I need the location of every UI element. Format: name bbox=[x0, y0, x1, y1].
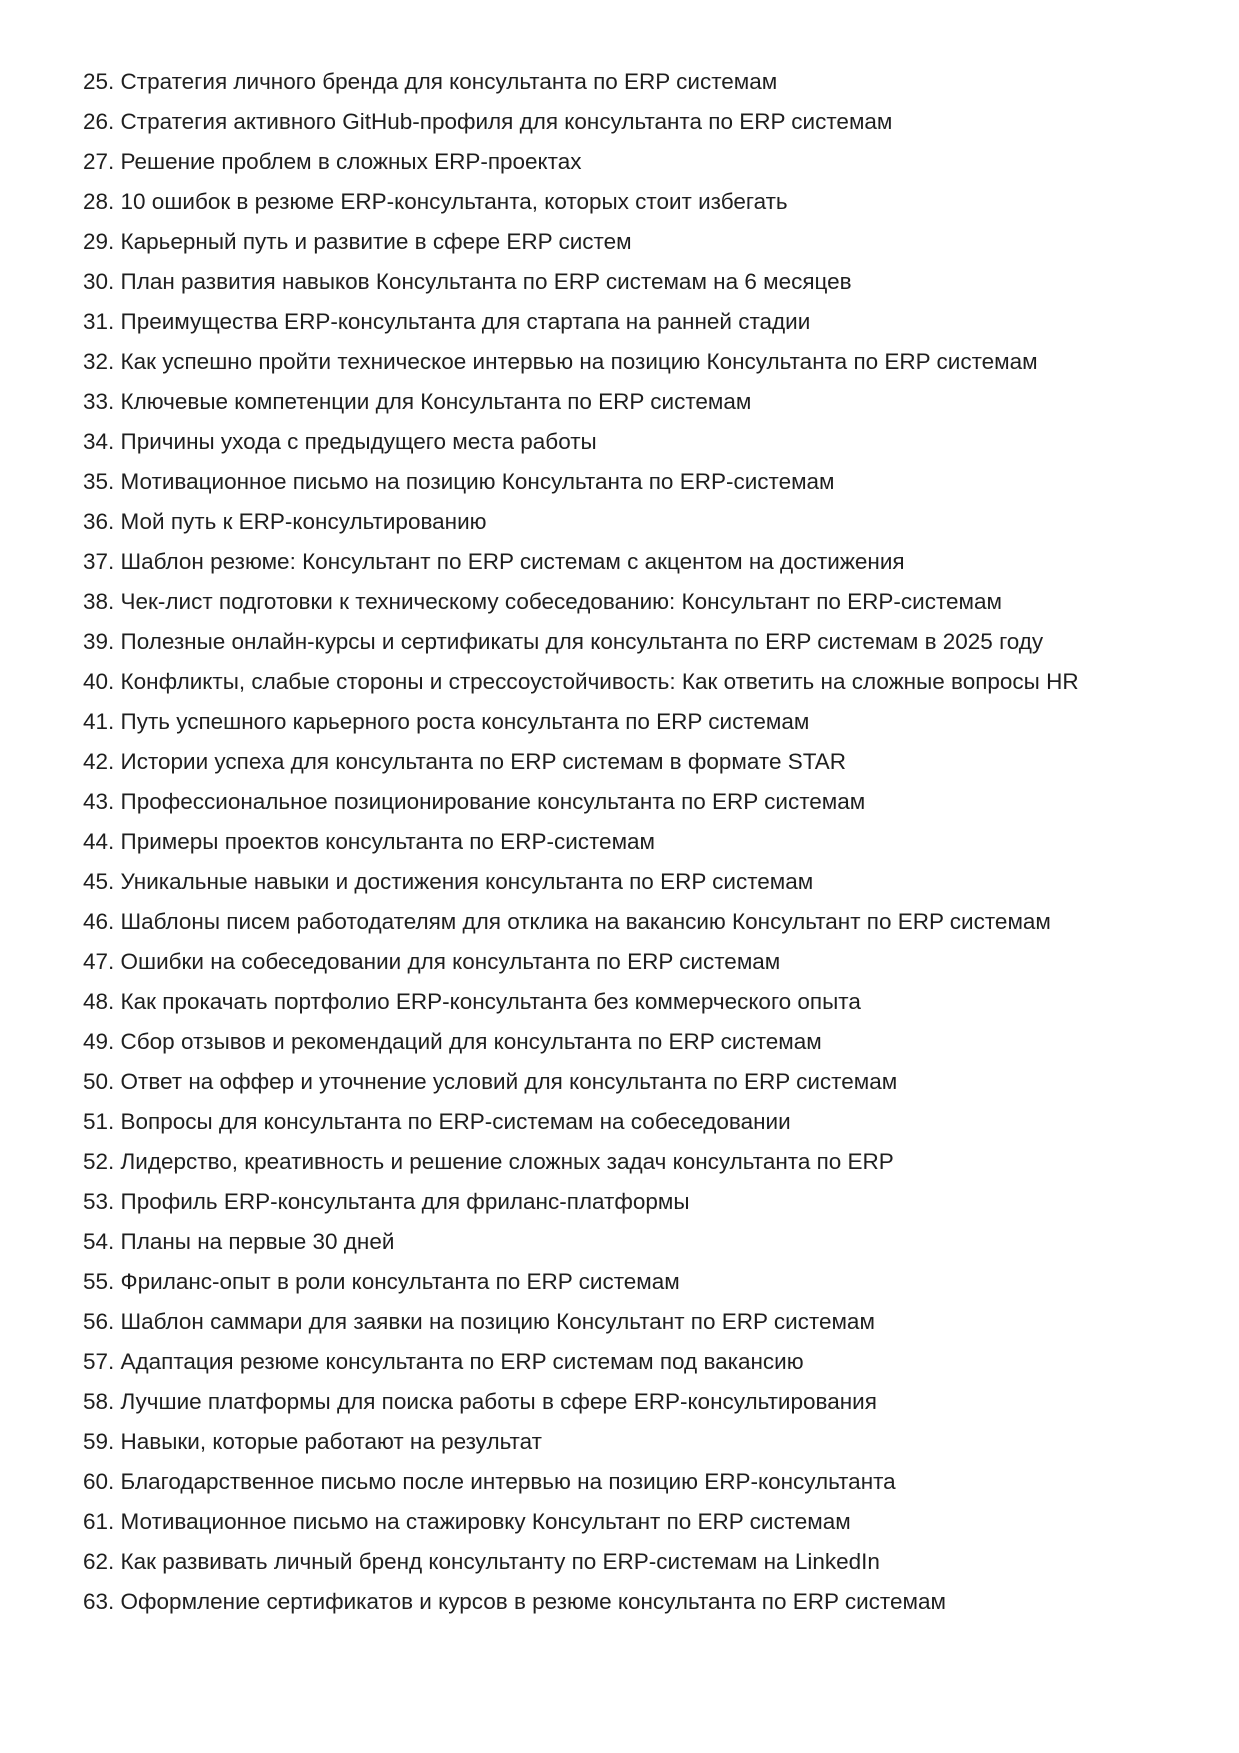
list-item: 43. Профессиональное позиционирование консультанта по ERP системам bbox=[83, 789, 866, 814]
list-item: 55. Фриланс-опыт в роли консультанта по ERP системам bbox=[83, 1269, 680, 1294]
list-item: 62. Как развивать личный бренд консультанту по ERP-системам на LinkedIn bbox=[83, 1549, 880, 1574]
list-item: 27. Решение проблем в сложных ERP-проектах bbox=[83, 149, 582, 174]
list-item: 35. Мотивационное письмо на позицию Консультанта по ERP-системам bbox=[83, 469, 835, 494]
list-item: 54. Планы на первые 30 дней bbox=[83, 1229, 395, 1254]
list-item: 34. Причины ухода с предыдущего места работы bbox=[83, 429, 597, 454]
list-item: 32. Как успешно пройти техническое интервью на позицию Консультанта по ERP системам bbox=[83, 349, 1038, 374]
list-item: 60. Благодарственное письмо после интервью на позицию ERP-консультанта bbox=[83, 1469, 896, 1494]
list-item: 30. План развития навыков Консультанта по ERP системам на 6 месяцев bbox=[83, 269, 852, 294]
list-item: 31. Преимущества ERP-консультанта для стартапа на ранней стадии bbox=[83, 309, 811, 334]
list-item: 25. Стратегия личного бренда для консультанта по ERP системам bbox=[83, 69, 778, 94]
list-item: 57. Адаптация резюме консультанта по ERP системам под вакансию bbox=[83, 1349, 804, 1374]
list-item: 52. Лидерство, креативность и решение сложных задач консультанта по ERP bbox=[83, 1149, 894, 1174]
list-item: 48. Как прокачать портфолио ERP-консультанта без коммерческого опыта bbox=[83, 989, 861, 1014]
list-item: 37. Шаблон резюме: Консультант по ERP системам с акцентом на достижения bbox=[83, 549, 905, 574]
list-item: 46. Шаблоны писем работодателям для отклика на вакансию Консультант по ERP системам bbox=[83, 909, 1051, 934]
list-item: 59. Навыки, которые работают на результат bbox=[83, 1429, 542, 1454]
list-item: 28. 10 ошибок в резюме ERP-консультанта, которых стоит избегать bbox=[83, 189, 788, 214]
list-item: 58. Лучшие платформы для поиска работы в сфере ERP-консультирования bbox=[83, 1389, 877, 1414]
list-item: 40. Конфликты, слабые стороны и стрессоустойчивость: Как ответить на сложные вопросы HR bbox=[83, 669, 1079, 694]
list-item: 50. Ответ на оффер и уточнение условий для консультанта по ERP системам bbox=[83, 1069, 898, 1094]
list-item: 29. Карьерный путь и развитие в сфере ERP систем bbox=[83, 229, 632, 254]
topic-list bbox=[83, 62, 1148, 1622]
list-item: 26. Стратегия активного GitHub-профиля для консультанта по ERP системам bbox=[83, 109, 893, 134]
list-item: 39. Полезные онлайн-курсы и сертификаты для консультанта по ERP системам в 2025 году bbox=[83, 629, 1044, 654]
list-item: 36. Мой путь к ERP-консультированию bbox=[83, 509, 487, 534]
list-item: 63. Оформление сертификатов и курсов в резюме консультанта по ERP системам bbox=[83, 1589, 946, 1614]
list-item: 51. Вопросы для консультанта по ERP-системам на собеседовании bbox=[83, 1109, 791, 1134]
list-item: 38. Чек-лист подготовки к техническому собеседованию: Консультант по ERP-системам bbox=[83, 589, 1002, 614]
list-item: 56. Шаблон саммари для заявки на позицию Консультант по ERP системам bbox=[83, 1309, 875, 1334]
list-item: 49. Сбор отзывов и рекомендаций для консультанта по ERP системам bbox=[83, 1029, 822, 1054]
list-item: 47. Ошибки на собеседовании для консультанта по ERP системам bbox=[83, 949, 781, 974]
list-item: 53. Профиль ERP-консультанта для фриланс-платформы bbox=[83, 1189, 690, 1214]
list-item: 44. Примеры проектов консультанта по ERP-системам bbox=[83, 829, 656, 854]
list-item: 61. Мотивационное письмо на стажировку Консультант по ERP системам bbox=[83, 1509, 851, 1534]
list-item: 33. Ключевые компетенции для Консультанта по ERP системам bbox=[83, 389, 752, 414]
list-item: 41. Путь успешного карьерного роста консультанта по ERP системам bbox=[83, 709, 810, 734]
list-item: 45. Уникальные навыки и достижения консультанта по ERP системам bbox=[83, 869, 814, 894]
list-item: 42. Истории успеха для консультанта по ERP системам в формате STAR bbox=[83, 749, 847, 774]
